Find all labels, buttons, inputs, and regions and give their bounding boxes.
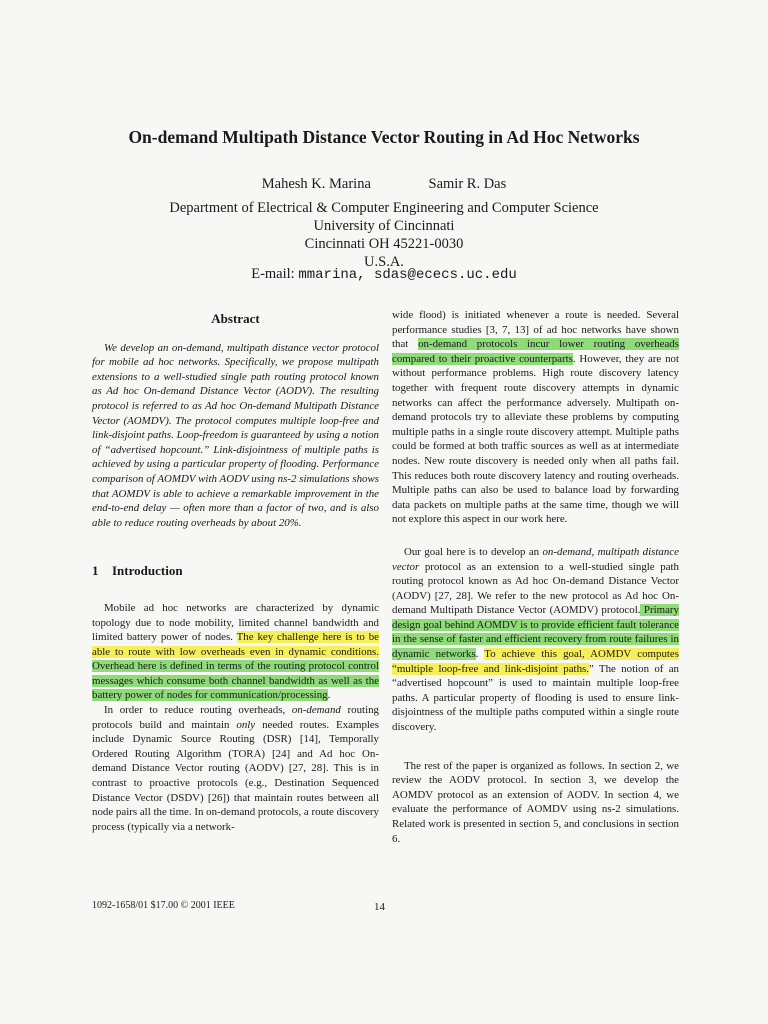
affiliation [0, 199, 768, 271]
email-address: mmarina, sdas@ececs.uc.edu [298, 267, 517, 283]
intro-paragraph-2: In order to reduce routing overheads, on-demand routing protocols build and maintain only needed routes. Examples include Dynamic Source Routing (DSR) [14], Temporally Ordered Routing Algorithm (TORA) [24] and Ad hoc On-demand Distance Vector routing (AODV) [27, 28]. This is in contrast to proactive protocols (e.g., Destination Sequenced Distance Vector (DSDV) [26]) that maintain routes between all node pairs all the time. In on-demand protocols, a route discovery process (typically via a network- [92, 704, 380, 833]
abstract-heading: Abstract [211, 311, 260, 326]
affiliation-university: University of Cincinnati [313, 218, 455, 234]
author-name: Samir R. Das [428, 176, 507, 192]
author-name: Mahesh K. Marina [261, 176, 371, 192]
abstract-text: We develop an on-demand, multipath distance vector protocol for mobile ad hoc networks. Specifically, we propose multipath extensions to a well-studied single path routing protocol known as Ad hoc On-demand Distance Vector (AODV). The resulting protocol is referred to as Ad hoc On-demand Multipath Distance Vector (AOMDV). The protocol computes multiple loop-free and link-disjoint paths. Loop-freedom is guaranteed by using a notion of “advertised hopcount.” Link-disjointness of multiple paths is achieved by using a particular property of flooding. Performance comparison of AOMDV with AODV using ns-2 simulations shows that AOMDV is able to achieve a remarkable improvement in the end-to-end delay — often more than a factor of two, and is also able to reduce routing overheads by about 20%. [92, 341, 379, 529]
section-number: 1 [92, 563, 99, 579]
section-heading-introduction [92, 564, 379, 579]
affiliation-city: Cincinnati OH 45221-0030 [304, 236, 464, 252]
highlight-green: Primary design goal behind AOMDV is to provide efficient fault tolerance in the sense of faster and efficient recovery from route failures in dynamic networks [392, 604, 679, 661]
intro-paragraph-1: Mobile ad hoc networks are characterized by dynamic topology due to node mobility, limited channel bandwidth and limited battery power of nodes. The key challenge here is to be able to route with low overheads even in dynamic conditions. Overhead here is defined in terms of the routing protocol control messages which consume both channel bandwidth as well as the battery power of nodes for communication/processing. [92, 601, 379, 702]
paper-title: On-demand Multipath Distance Vector Routing in Ad Hoc Networks [128, 127, 640, 147]
copyright-notice: 1092-1658/01 $17.00 © 2001 IEEE [92, 900, 235, 911]
right-paragraph-3: The rest of the paper is organized as follows. In section 2, we review the AODV protocol. In section 3, we develop the AOMDV protocol as an extension of AODV. In section 4, we evaluate the performance of AOMDV using ns-2 simulations. Related work is presented in section 5, and conclusions in section 6. [392, 759, 679, 845]
affiliation-department: Department of Electrical & Computer Engineering and Computer Science [169, 200, 599, 216]
affiliation-country: U.S.A. [364, 254, 404, 270]
right-column [392, 308, 679, 846]
email-line [0, 266, 768, 283]
email-label: E-mail: [251, 266, 295, 282]
author-list [0, 176, 768, 193]
highlight-yellow: To achieve this goal, AOMDV computes “multiple loop-free and link-disjoint paths. [392, 648, 679, 675]
highlight-green: Overhead here is defined in terms of the routing protocol control messages which consume both channel bandwidth as well as the battery power of nodes for communication/processing [92, 660, 379, 702]
highlight-green: on-demand protocols incur lower routing overheads compared to their proactive counterparts [392, 338, 679, 365]
section-title: Introduction [112, 563, 183, 579]
right-paragraph-2: Our goal here is to develop an on-demand, multipath distance vector protocol as an extension to a well-studied single path routing protocol known as Ad hoc On-demand Distance Vector (AODV) [27, 28]. We refer to the new protocol as Ad hoc On-demand Multipath Distance Vector (AOMDV) protocol. Primary design goal behind AOMDV is to provide efficient fault tolerance in the sense of faster and efficient recovery from route failures in dynamic networks. To achieve this goal, AOMDV computes “multiple loop-free and link-disjoint paths.” The notion of an “advertised hopcount” is used to maintain multiple loop-free paths. A particular property of flooding is used to ensure link-disjointness of the multiple paths computed within a single route discovery. [392, 545, 679, 734]
page-number: 14 [374, 901, 385, 913]
right-paragraph-1: wide flood) is initiated whenever a route is needed. Several performance studies [3, 7, 13] of ad hoc networks have shown that on-demand protocols incur lower routing overheads compared to their proactive counterparts. However, they are not without performance problems. High route discovery latency together with frequent route discovery attempts in dynamic networks can affect the performance adversely. Multipath on-demand protocols try to alleviate these problems by computing multiple paths in a single route discovery attempt. Multiple paths could be formed at both traffic sources as well as at intermediate nodes. New route discovery is needed only when all paths fail. This reduces both route discovery latency and routing overheads. Multiple paths can also be used to balance load by forwarding data packets on multiple paths at the same time, though we will not explore this aspect in our work here. [392, 309, 679, 526]
highlight-yellow: The key challenge here is to be able to route with low overheads even in dynamic conditions. [92, 631, 379, 658]
left-column [92, 312, 379, 834]
